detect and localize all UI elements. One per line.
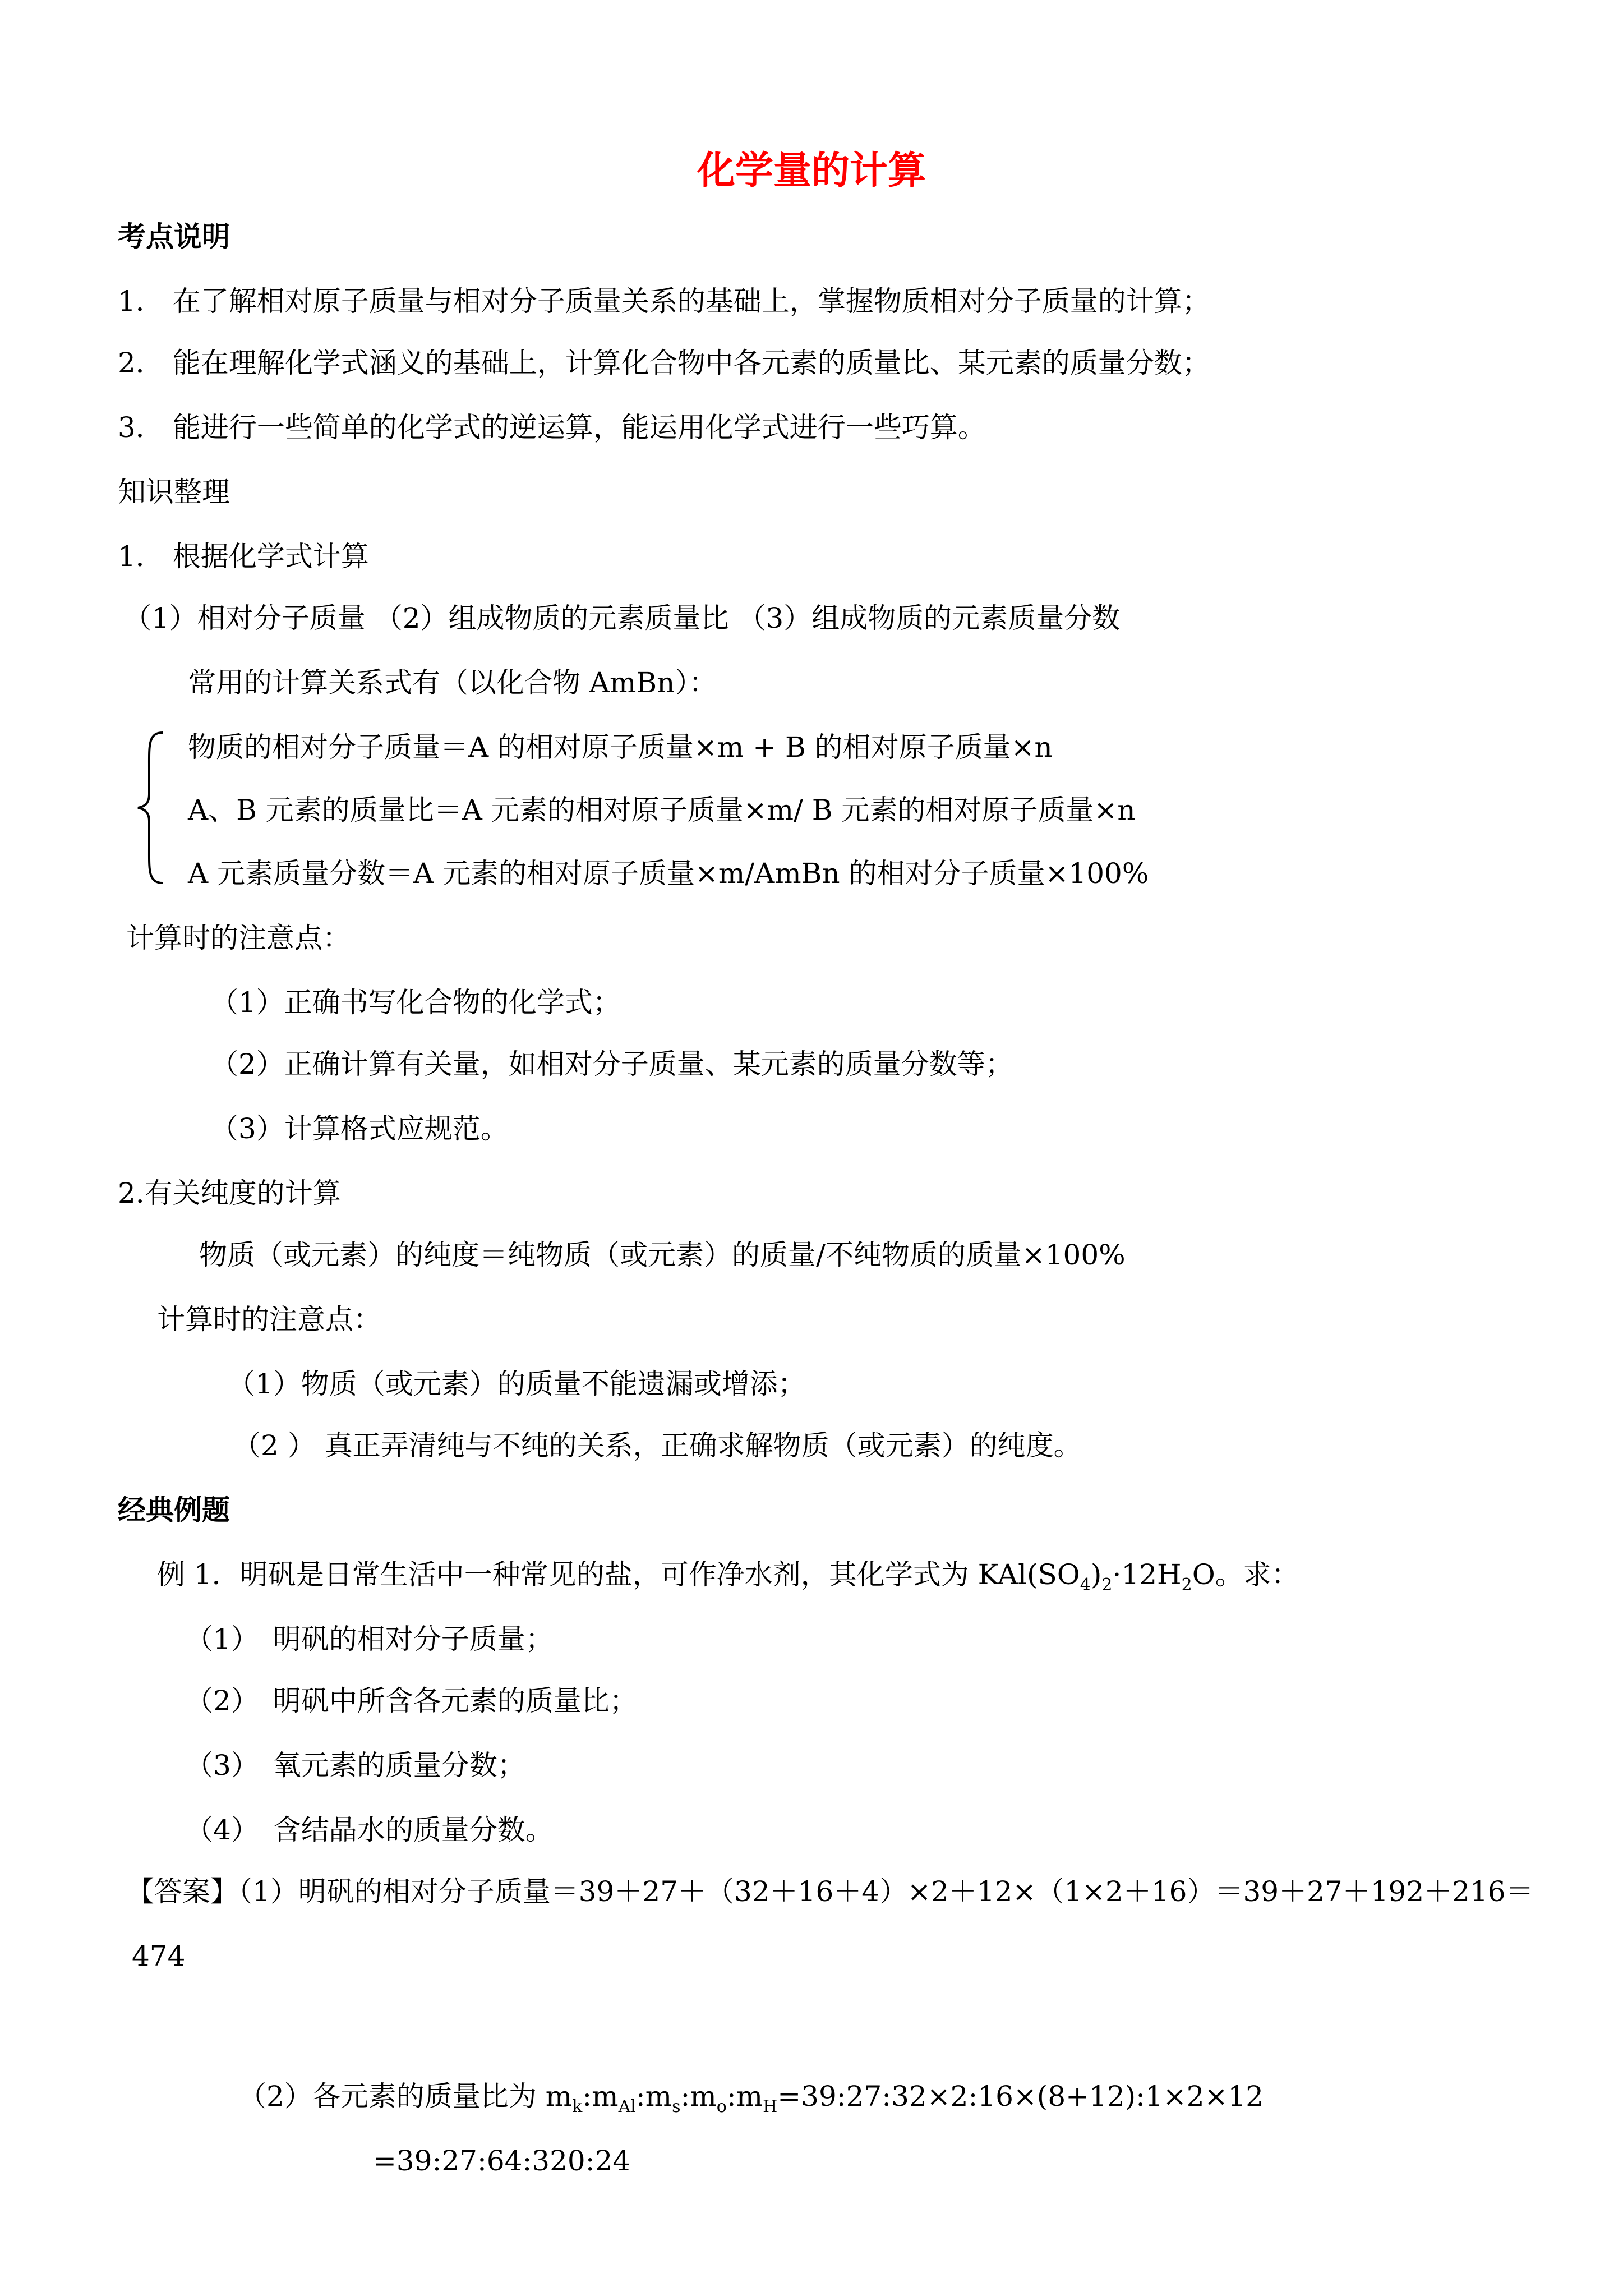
notes-title-2: 计算时的注意点： [157,1303,381,1336]
formula-mass-fraction: A 元素质量分数＝A 元素的相对原子质量×m/AmBn 的相对分子质量×100% [188,857,1149,890]
answer-2: （2）各元素的质量比为 $m_k:m_{Al}:m_s:m_o:m_H=39:27:32\times 2:16\times(8+12):1\times 2\times 12$ [238,2080,1264,2116]
common-formulas-intro: 常用的计算关系式有（以化合物 AmBn）： [188,666,717,699]
notes-title-1: 计算时的注意点： [126,922,351,954]
answer-2-continued: =39:27:64:320:24 [373,2145,631,2177]
page-title: 化学量的计算 [697,149,926,193]
section-heading-example: 经典例题 [118,1494,230,1526]
question-4: （4） 含结晶水的质量分数。 [185,1814,554,1846]
answer-1: 【答案】（1）明矾的相对分子质量＝39＋27＋（32＋16＋4）×2＋12×（1×2＋16）＝39＋27＋192＋216＝ [126,1875,1534,1908]
kaodian-item-2: 2． 能在理解化学式涵义的基础上，计算化合物中各元素的质量比、某元素的质量分数； [118,347,1210,379]
note-2-1: （1）物质（或元素）的质量不能遗漏或增添； [227,1368,806,1400]
kaodian-item-3: 3． 能进行一些简单的化学式的逆运算，能运用化学式进行一些巧算。 [118,411,986,444]
purity-formula: 物质（或元素）的纯度＝纯物质（或元素）的质量/不纯物质的质量×100% [199,1239,1126,1271]
answer-1-continued: 474 [132,1940,186,1972]
kaodian-item-1: 1． 在了解相对原子质量与相对分子质量关系的基础上，掌握物质相对分子质量的计算； [118,285,1210,318]
question-3: （3） 氧元素的质量分数； [185,1749,525,1782]
note-1-1: （1）正确书写化合物的化学式； [210,986,621,1019]
zhishi-item-1: 1． 根据化学式计算 [118,540,369,573]
note-2-2: （2 ） 真正弄清纯与不纯的关系，正确求解物质（或元素）的纯度。 [233,1429,1082,1462]
section-heading-zhishi: 知识整理 [118,476,230,508]
example-1-statement: 例 1．明矾是日常生活中一种常见的盐，可作净水剂，其化学式为 $KAl(SO_4)_2\cdot 12H_2O$。求： [157,1558,1299,1595]
question-1: （1） 明矾的相对分子质量； [185,1623,554,1655]
question-2: （2） 明矾中所含各元素的质量比； [185,1685,638,1717]
formula-mass-ratio: A、B 元素的质量比＝A 元素的相对原子质量×m/ B 元素的相对原子质量×n [188,794,1136,826]
formula-molecular-mass: 物质的相对分子质量＝A 的相对原子质量×m + B 的相对原子质量×n [188,731,1053,763]
zhishi-item-2: 2.有关纯度的计算 [118,1177,341,1209]
left-brace-icon [135,729,168,886]
note-1-3: （3）计算格式应规范。 [210,1112,509,1145]
note-1-2: （2）正确计算有关量，如相对分子质量、某元素的质量分数等； [210,1048,1013,1080]
section-heading-kaodian: 考点说明 [118,220,230,253]
zhishi-subitems: （1）相对分子质量 （2）组成物质的元素质量比 （3）组成物质的元素质量分数 [123,602,1121,634]
